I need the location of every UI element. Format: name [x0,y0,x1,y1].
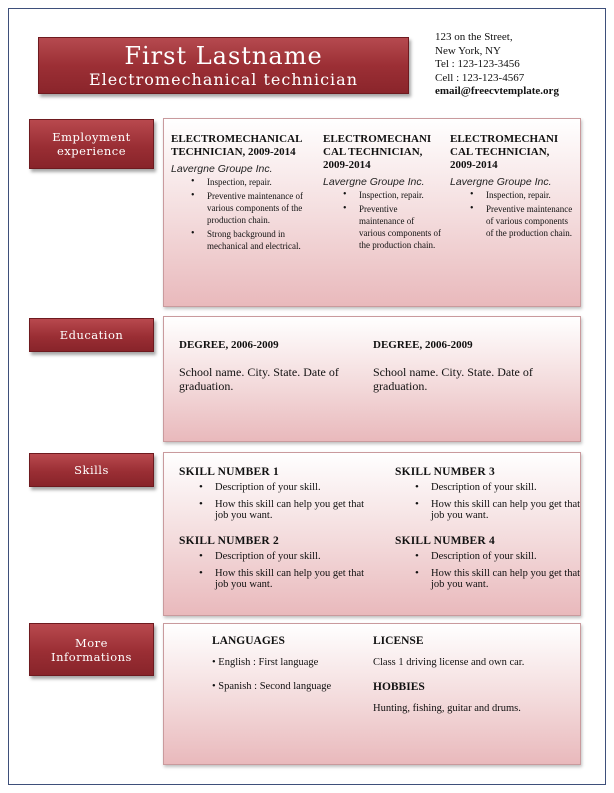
education-panel [163,316,581,442]
section-label-education [29,318,154,352]
skill-bullet: • Description of your skill. [395,551,585,563]
employment-title-line3: 2009-2014 [450,159,498,171]
employment-bullet: • Preventive maintenance of various components of the production chain. [323,203,441,251]
more-label-line2: Informations [51,649,132,664]
skill-title: SKILL NUMBER 3 [395,466,495,478]
languages-block [212,635,362,692]
employment-title-line2: CAL TECHNICIAN, [323,146,423,158]
employment-label-line1: Employment [52,130,131,144]
employment-company: Lavergne Groupe Inc. [450,176,552,188]
more-informations-panel [163,623,581,765]
skill-bullet: • How this skill can help you get that job you want. [395,568,585,591]
section-label-more-informations [29,623,154,676]
employment-title-line2: TECHNICIAN, 2009-2014 [171,146,296,158]
employment-bullet: • Inspection, repair. [450,189,574,201]
contact-block [435,31,605,99]
employment-title-line1: ELECTROMECHANI [450,133,559,145]
skill-bullet: • How this skill can help you get that job you want. [179,499,369,522]
language-item: • English : First language [212,657,319,668]
education-degree: DEGREE, 2006-2009 [179,339,279,351]
employment-title-line2: CAL TECHNICIAN, [450,146,550,158]
employment-title-line1: ELECTROMECHANI [323,133,432,145]
languages-heading: LANGUAGES [212,635,285,647]
skill-entry [179,535,369,596]
hobbies-heading: HOBBIES [373,681,425,693]
employment-company: Lavergne Groupe Inc. [323,176,425,188]
education-entry [179,339,359,393]
skill-bullet: • Description of your skill. [179,482,369,494]
employment-title-line1: ELECTROMECHANICAL [171,133,303,145]
employment-panel [163,118,581,307]
skill-title: SKILL NUMBER 2 [179,535,279,547]
skill-entry [395,466,585,527]
skill-bullet: • How this skill can help you get that job you want. [179,568,369,591]
job-title: Electromechanical technician [88,70,358,89]
license-hobbies-block [373,635,573,714]
section-label-skills [29,453,154,487]
skill-bullet: • How this skill can help you get that job you want. [395,499,585,522]
education-description: School name. City. State. Date of graduation. [179,365,339,393]
employment-company: Lavergne Groupe Inc. [171,163,273,175]
education-description: School name. City. State. Date of graduation. [373,365,533,393]
employment-bullet: • Inspection, repair. [323,189,441,201]
skill-entry [179,466,369,527]
skill-title: SKILL NUMBER 4 [395,535,495,547]
contact-email[interactable]: email@freecvtemplate.org [435,85,559,97]
employment-bullet: • Preventive maintenance of various components of the production chain. [450,203,574,239]
employment-title-line3: 2009-2014 [323,159,371,171]
skill-title: SKILL NUMBER 1 [179,466,279,478]
education-degree: DEGREE, 2006-2009 [373,339,473,351]
language-item: • Spanish : Second language [212,681,332,692]
skill-bullet: • Description of your skill. [179,551,369,563]
section-label-employment [29,119,154,169]
full-name: First Lastname [124,42,323,70]
education-entry [373,339,553,393]
name-banner [38,37,409,94]
skill-entry [395,535,585,596]
employment-bullet: • Strong background in mechanical and electrical. [171,228,311,252]
skills-panel [163,452,581,616]
contact-street: 123 on the Street, [435,31,513,43]
skills-label: Skills [74,463,109,477]
license-heading: LICENSE [373,635,424,647]
contact-tel: Tel : 123-123-3456 [435,58,520,70]
employment-bullet: • Inspection, repair. [171,176,311,188]
more-label-line1: More [74,635,108,650]
employment-label-line2: experience [56,144,127,158]
employment-bullet: • Preventive maintenance of various components of the production chain. [171,190,311,226]
license-text: Class 1 driving license and own car. [373,657,525,668]
contact-city: New York, NY [435,44,502,57]
contact-cell: Cell : 123-123-4567 [435,71,525,84]
skill-bullet: • Description of your skill. [395,482,585,494]
employment-entry [171,133,311,254]
employment-entry [323,133,441,253]
education-label: Education [59,328,124,342]
hobbies-text: Hunting, fishing, guitar and drums. [373,703,521,714]
employment-entry [450,133,574,241]
